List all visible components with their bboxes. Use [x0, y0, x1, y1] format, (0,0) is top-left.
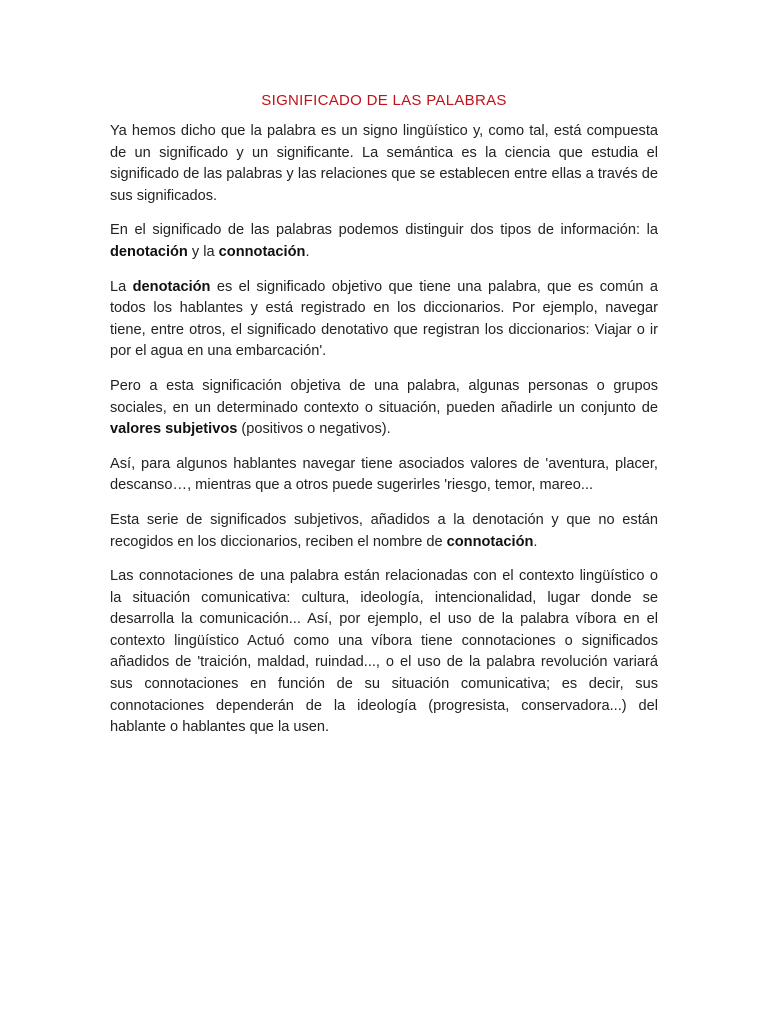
- paragraph-1: [110, 121, 658, 207]
- paragraph-4: [110, 376, 658, 441]
- paragraph-2: [110, 220, 658, 263]
- paragraph-2-text-after: .: [305, 243, 310, 260]
- paragraph-3-text-after: es el significado objetivo que tiene una palabra, que es común a todos los hablantes y está registrado en los diccionarios. Por ejemplo, navegar tiene, entre otros, el significado denotativo que registran los diccionarios: Viajar o ir por el agua en una embarcación'.: [110, 278, 659, 360]
- term-valores-subjetivos: valores subjetivos: [110, 421, 238, 438]
- paragraph-1-text: Ya hemos dicho que la palabra es un signo lingüístico y, como tal, está compuesta de un significado y un significante. La semántica es la ciencia que estudia el significado de las palabras y las relaciones que se establecen entre ellas a través de sus significados.: [110, 123, 658, 204]
- paragraph-7-text: Las connotaciones de una palabra están relacionadas con el contexto lingüístico o la situación comunicativa: cultura, ideología, intencionalidad, lugar donde se desarrolla la comunicación... Así, por ejemplo, el uso de la palabra víbora en el contexto lingüístico Actuó como una víbora tiene connotaciones o significados añadidos de 'traición, maldad, ruindad..., o el uso de la palabra revolución variará sus connotaciones en función de su situación comunicativa; es decir, sus connotaciones dependerán de la ideología (progresista, conservadora...) del hablante o hablantes que la usen.: [110, 568, 658, 736]
- paragraph-2-text-middle: y la: [187, 243, 219, 260]
- document-title: SIGNIFICADO DE LAS PALABRAS: [261, 92, 507, 109]
- paragraph-6: [110, 510, 658, 553]
- paragraph-3-text-before: La: [110, 278, 133, 295]
- term-connotacion-definition: connotación: [446, 533, 534, 550]
- paragraph-6-text-before: Esta serie de significados subjetivos, añadidos a la denotación y que no están recogidos en los diccionarios, reciben el nombre de: [110, 511, 658, 550]
- paragraph-3: [110, 277, 658, 363]
- paragraph-2-text-before: En el significado de las palabras podemos distinguir dos tipos de información: la: [110, 222, 658, 239]
- paragraph-4-text-after: (positivos o negativos).: [237, 421, 391, 438]
- paragraph-5-text: Así, para algunos hablantes navegar tiene asociados valores de 'aventura, placer, descanso…, mientras que a otros puede sugerirles 'riesgo, temor, mareo...: [110, 455, 658, 494]
- paragraph-6-text-after: .: [533, 533, 538, 550]
- term-denotacion-definition: denotación: [132, 278, 211, 295]
- paragraph-5: [110, 454, 658, 497]
- document-page: [110, 90, 658, 752]
- term-denotacion: denotación: [110, 243, 188, 260]
- paragraph-7: [110, 566, 658, 739]
- paragraph-4-text-before: Pero a esta significación objetiva de una palabra, algunas personas o grupos sociales, en un determinado contexto o situación, pueden añadirle un conjunto de: [110, 377, 658, 416]
- term-connotacion: connotación: [218, 243, 306, 260]
